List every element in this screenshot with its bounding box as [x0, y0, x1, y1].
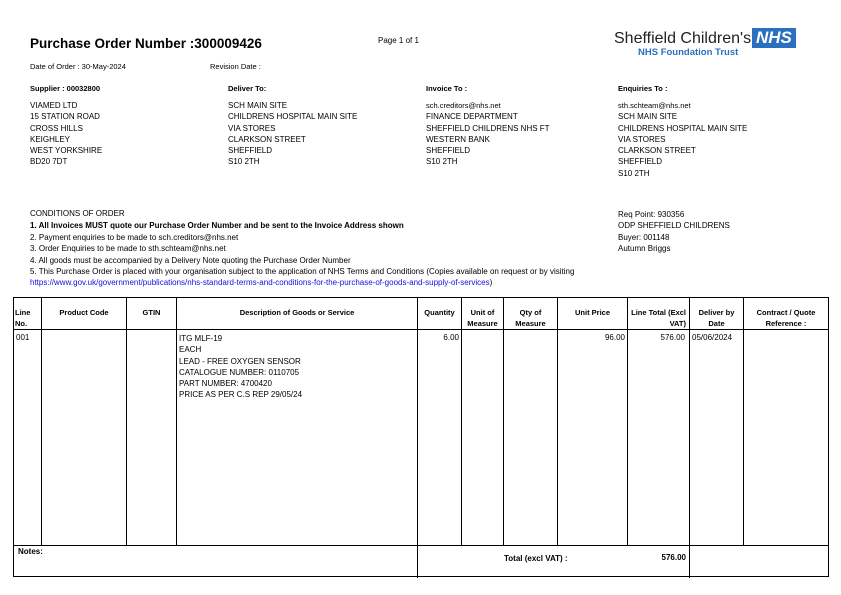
- supplier-heading: Supplier : 00032800: [30, 84, 101, 93]
- address-line: S10 2TH: [426, 157, 458, 167]
- address-line: S10 2TH: [228, 157, 260, 167]
- description-line: PRICE AS PER C.S REP 29/05/24: [179, 390, 303, 400]
- address-line: 15 STATION ROAD: [30, 112, 100, 122]
- description-line: ITG MLF-19: [179, 334, 223, 343]
- cell-deliver-by: 05/06/2024: [692, 333, 733, 342]
- enquiries-to-address: [618, 100, 747, 179]
- enquiries-to-heading: Enquiries To :: [618, 84, 668, 93]
- deliver-to-address: [228, 100, 357, 168]
- condition-item: 5. This Purchase Order is placed with your organisation subject to the application of NHS Terms and Conditions (Copies available on request or by visiting: [30, 266, 575, 276]
- column-divider: [689, 298, 690, 578]
- req-point: Req Point: 930356: [618, 210, 685, 219]
- enquiries-email[interactable]: sth.schteam@nhs.net: [618, 101, 691, 110]
- order-lines-table: [13, 297, 829, 577]
- link-close-paren: ): [489, 278, 493, 288]
- col-header-line-total: Line Total (Excl VAT): [631, 308, 686, 328]
- address-line: VIAMED LTD: [30, 101, 78, 110]
- col-header-quantity: Quantity: [424, 308, 455, 317]
- address-line: SCH MAIN SITE: [228, 101, 288, 110]
- revision-date: Revision Date :: [210, 62, 261, 71]
- address-line: WESTERN BANK: [426, 134, 491, 144]
- conditions-heading: CONDITIONS OF ORDER: [30, 209, 125, 218]
- column-divider: [126, 298, 127, 546]
- total-label: Total (excl VAT) :: [504, 554, 568, 563]
- address-line: WEST YORKSHIRE: [30, 146, 103, 156]
- condition-item: 2. Payment enquiries to be made to sch.creditors@nhs.net: [30, 233, 239, 242]
- address-line: BD20 7DT: [30, 157, 68, 167]
- cell-description: [179, 333, 302, 401]
- col-header-contract-ref: Contract / Quote Reference :: [756, 308, 816, 328]
- sheffield-childrens-logo: [612, 28, 800, 64]
- deliver-to-heading: Deliver To:: [228, 84, 267, 93]
- address-line: KEIGHLEY: [30, 134, 71, 144]
- invoice-email[interactable]: sch.creditors@nhs.net: [426, 101, 501, 110]
- page-number: Page 1 of 1: [378, 36, 419, 45]
- description-line: LEAD - FREE OXYGEN SENSOR: [179, 356, 301, 366]
- col-header-product-code: Product Code: [59, 308, 109, 317]
- address-line: FINANCE DEPARTMENT: [426, 112, 518, 122]
- col-header-description: Description of Goods or Service: [239, 308, 355, 317]
- invoice-to-heading: Invoice To :: [426, 84, 468, 93]
- column-divider: [461, 298, 462, 546]
- buyer-id: Buyer: 001148: [618, 232, 670, 242]
- address-line: CHILDRENS HOSPITAL MAIN SITE: [618, 123, 748, 133]
- col-header-unit-price: Unit Price: [574, 308, 610, 317]
- address-line: CLARKSON STREET: [618, 146, 696, 156]
- address-line: SHEFFIELD: [426, 146, 471, 156]
- logo-name: Sheffield Children's: [614, 30, 752, 47]
- condition-item: 3. Order Enquiries to be made to sth.schteam@nhs.net: [30, 244, 226, 254]
- supplier-address: [30, 100, 102, 168]
- total-value: 576.00: [661, 553, 686, 562]
- cell-quantity: 6.00: [443, 333, 459, 342]
- conditions-of-order: [30, 209, 574, 288]
- address-line: S10 2TH: [618, 168, 650, 178]
- condition-item: 4. All goods must be accompanied by a Delivery Note quoting the Purchase Order Number: [30, 255, 351, 265]
- logo-subtitle: NHS Foundation Trust: [638, 47, 739, 58]
- col-header-qty-of-measure: Qty of Measure: [515, 308, 546, 328]
- invoice-to-address: [426, 100, 550, 168]
- col-header-gtin: GTIN: [142, 308, 161, 317]
- requisition-info: [618, 209, 730, 254]
- address-line: SHEFFIELD: [228, 146, 273, 156]
- address-line: CLARKSON STREET: [228, 134, 306, 144]
- column-divider: [41, 298, 42, 546]
- cell-unit-price: 96.00: [604, 333, 625, 342]
- column-divider: [503, 298, 504, 546]
- col-header-unit-of-measure: Unit of Measure: [467, 308, 498, 328]
- address-line: SHEFFIELD CHILDRENS NHS FT: [426, 123, 550, 133]
- address-line: CHILDRENS HOSPITAL MAIN SITE: [228, 112, 358, 122]
- address-line: VIA STORES: [618, 134, 666, 144]
- req-org: ODP SHEFFIELD CHILDRENS: [618, 221, 730, 231]
- date-of-order: Date of Order : 30-May-2024: [30, 62, 126, 71]
- column-divider: [743, 298, 744, 546]
- page-title: Purchase Order Number :300009426: [30, 36, 262, 51]
- address-line: CROSS HILLS: [30, 123, 83, 133]
- nhs-badge: NHS: [752, 28, 796, 48]
- buyer-name: Autumn Briggs: [618, 243, 671, 253]
- body-divider: [14, 545, 828, 546]
- cell-line-no: 001: [16, 333, 30, 342]
- header-divider: [14, 329, 828, 330]
- description-line: PART NUMBER: 4700420: [179, 379, 272, 389]
- notes-label: Notes:: [18, 547, 43, 556]
- description-line: EACH: [179, 345, 202, 355]
- address-line: SHEFFIELD: [618, 157, 663, 167]
- description-line: CATALOGUE NUMBER: 0110705: [179, 367, 300, 377]
- cell-line-total: 576.00: [660, 333, 685, 342]
- column-divider: [176, 298, 177, 546]
- condition-item: 1. All Invoices MUST quote our Purchase Order Number and be sent to the Invoice Address shown: [30, 221, 404, 230]
- address-line: VIA STORES: [228, 123, 276, 133]
- col-header-line-no: Line No.: [15, 308, 31, 328]
- terms-link[interactable]: https://www.gov.uk/government/publications/nhs-standard-terms-and-conditions-for-the-purchase-of-goods-and-supply-of-services: [30, 278, 490, 288]
- address-line: SCH MAIN SITE: [618, 112, 678, 122]
- col-header-deliver-by: Deliver by Date: [698, 308, 735, 328]
